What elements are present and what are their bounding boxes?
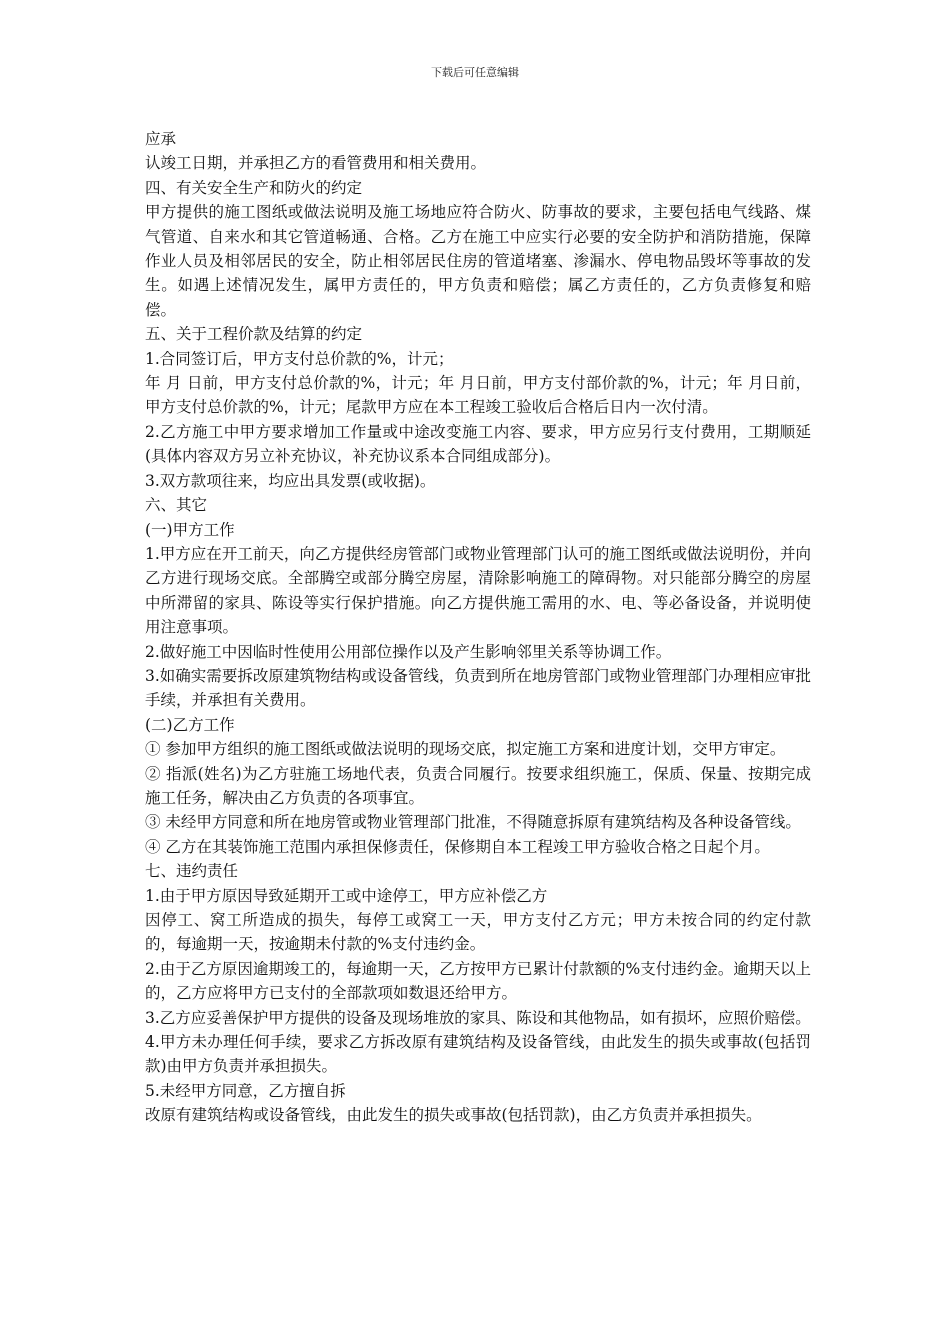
paragraph: 1.合同签订后，甲方支付总价款的%，计元； xyxy=(145,349,454,368)
paragraph: 1.由于甲方原因导致延期开工或中途停工，甲方应补偿乙方 xyxy=(145,886,548,905)
paragraph: 3.乙方应妥善保护甲方提供的设备及现场堆放的家具、陈设和其他物品，如有损坏，应照价赔偿。 xyxy=(145,1008,811,1027)
section-heading: 六、其它 xyxy=(145,496,208,515)
paragraph: 3.双方款项往来，均应出具发票(或收据)。 xyxy=(145,471,436,490)
paragraph: 改原有建筑结构或设备管线，由此发生的损失或事故(包括罚款)，由乙方负责并承担损失。 xyxy=(145,1106,762,1125)
paragraph: 3.如确实需要拆改原建筑物结构或设备管线，负责到所在地房管部门或物业管理部门办理相应审批手续，并承担有关费用。 xyxy=(145,666,811,710)
paragraph: ② 指派(姓名)为乙方驻施工场地代表，负责合同履行。按要求组织施工，保质、保量、按期完成施工任务，解决由乙方负责的各项事宜。 xyxy=(145,764,811,807)
paragraph: 认竣工日期，并承担乙方的看管费用和相关费用。 xyxy=(145,154,487,173)
paragraph: 4.甲方未办理任何手续，要求乙方拆改原有建筑结构及设备管线，由此发生的损失或事故(包括罚款)由甲方负责并承担损失。 xyxy=(145,1033,811,1076)
subsection-heading: (二)乙方工作 xyxy=(145,715,235,734)
paragraph: 5.未经甲方同意，乙方擅自拆 xyxy=(145,1081,346,1100)
page-header: 下载后可任意编辑 xyxy=(431,66,519,79)
paragraph: 应承 xyxy=(145,130,177,148)
paragraph: 2.乙方施工中甲方要求增加工作量或中途改变施工内容、要求，甲方应另行支付费用，工期顺延(具体内容双方另立补充协议，补充协议系本合同组成部分)。 xyxy=(145,422,811,466)
paragraph: ① 参加甲方组织的施工图纸或做法说明的现场交底，拟定施工方案和进度计划，交甲方审定。 xyxy=(145,740,786,759)
paragraph: 甲方提供的施工图纸或做法说明及施工场地应符合防火、防事故的要求，主要包括电气线路、煤气管道、自来水和其它管道畅通、合格。乙方在施工中应实行必要的安全防护和消防措施，保障作业人员及相邻居民的安全，防止相邻居民住房的管道堵塞、渗漏水、停电物品毁坏等事故的发生。如遇上述情况发生，属甲方责任的，甲方负责和赔偿；属乙方责任的，乙方负责修复和赔偿。 xyxy=(145,203,811,319)
paragraph: 年 月 日前，甲方支付总价款的%，计元；年 月日前，甲方支付部价款的%，计元；年 月日前，甲方支付总价款的%，计元；尾款甲方应在本工程竣工验收后合格后日内一次付清。 xyxy=(145,374,811,417)
section-heading: 七、违约责任 xyxy=(145,862,239,881)
section-heading: 五、关于工程价款及结算的约定 xyxy=(145,325,363,344)
paragraph: 2.由于乙方原因逾期竣工的，每逾期一天，乙方按甲方已累计付款额的%支付违约金。逾期天以上的，乙方应将甲方已支付的全部款项如数退还给甲方。 xyxy=(145,959,811,1003)
paragraph: 2.做好施工中因临时性使用公用部位操作以及产生影响邻里关系等协调工作。 xyxy=(145,642,672,661)
paragraph: 因停工、窝工所造成的损失，每停工或窝工一天，甲方支付乙方元；甲方未按合同的约定付款的，每逾期一天，按逾期未付款的%支付违约金。 xyxy=(145,911,811,954)
document-body xyxy=(145,127,811,1128)
paragraph: ③ 未经甲方同意和所在地房管或物业管理部门批准，不得随意拆原有建筑结构及各种设备管线。 xyxy=(145,813,801,832)
paragraph: 1.甲方应在开工前天，向乙方提供经房管部门或物业管理部门认可的施工图纸或做法说明份，并向乙方进行现场交底。全部腾空或部分腾空房屋，清除影响施工的障碍物。对只能部分腾空的房屋中所滞留的家具、陈设等实行保护措施。向乙方提供施工需用的水、电、等必备设备，并说明使用注意事项。 xyxy=(145,544,811,637)
subsection-heading: (一)甲方工作 xyxy=(145,520,235,539)
section-heading: 四、有关安全生产和防火的约定 xyxy=(145,178,363,197)
paragraph: ④ 乙方在其装饰施工范围内承担保修责任，保修期自本工程竣工甲方验收合格之日起个月。 xyxy=(145,837,770,856)
